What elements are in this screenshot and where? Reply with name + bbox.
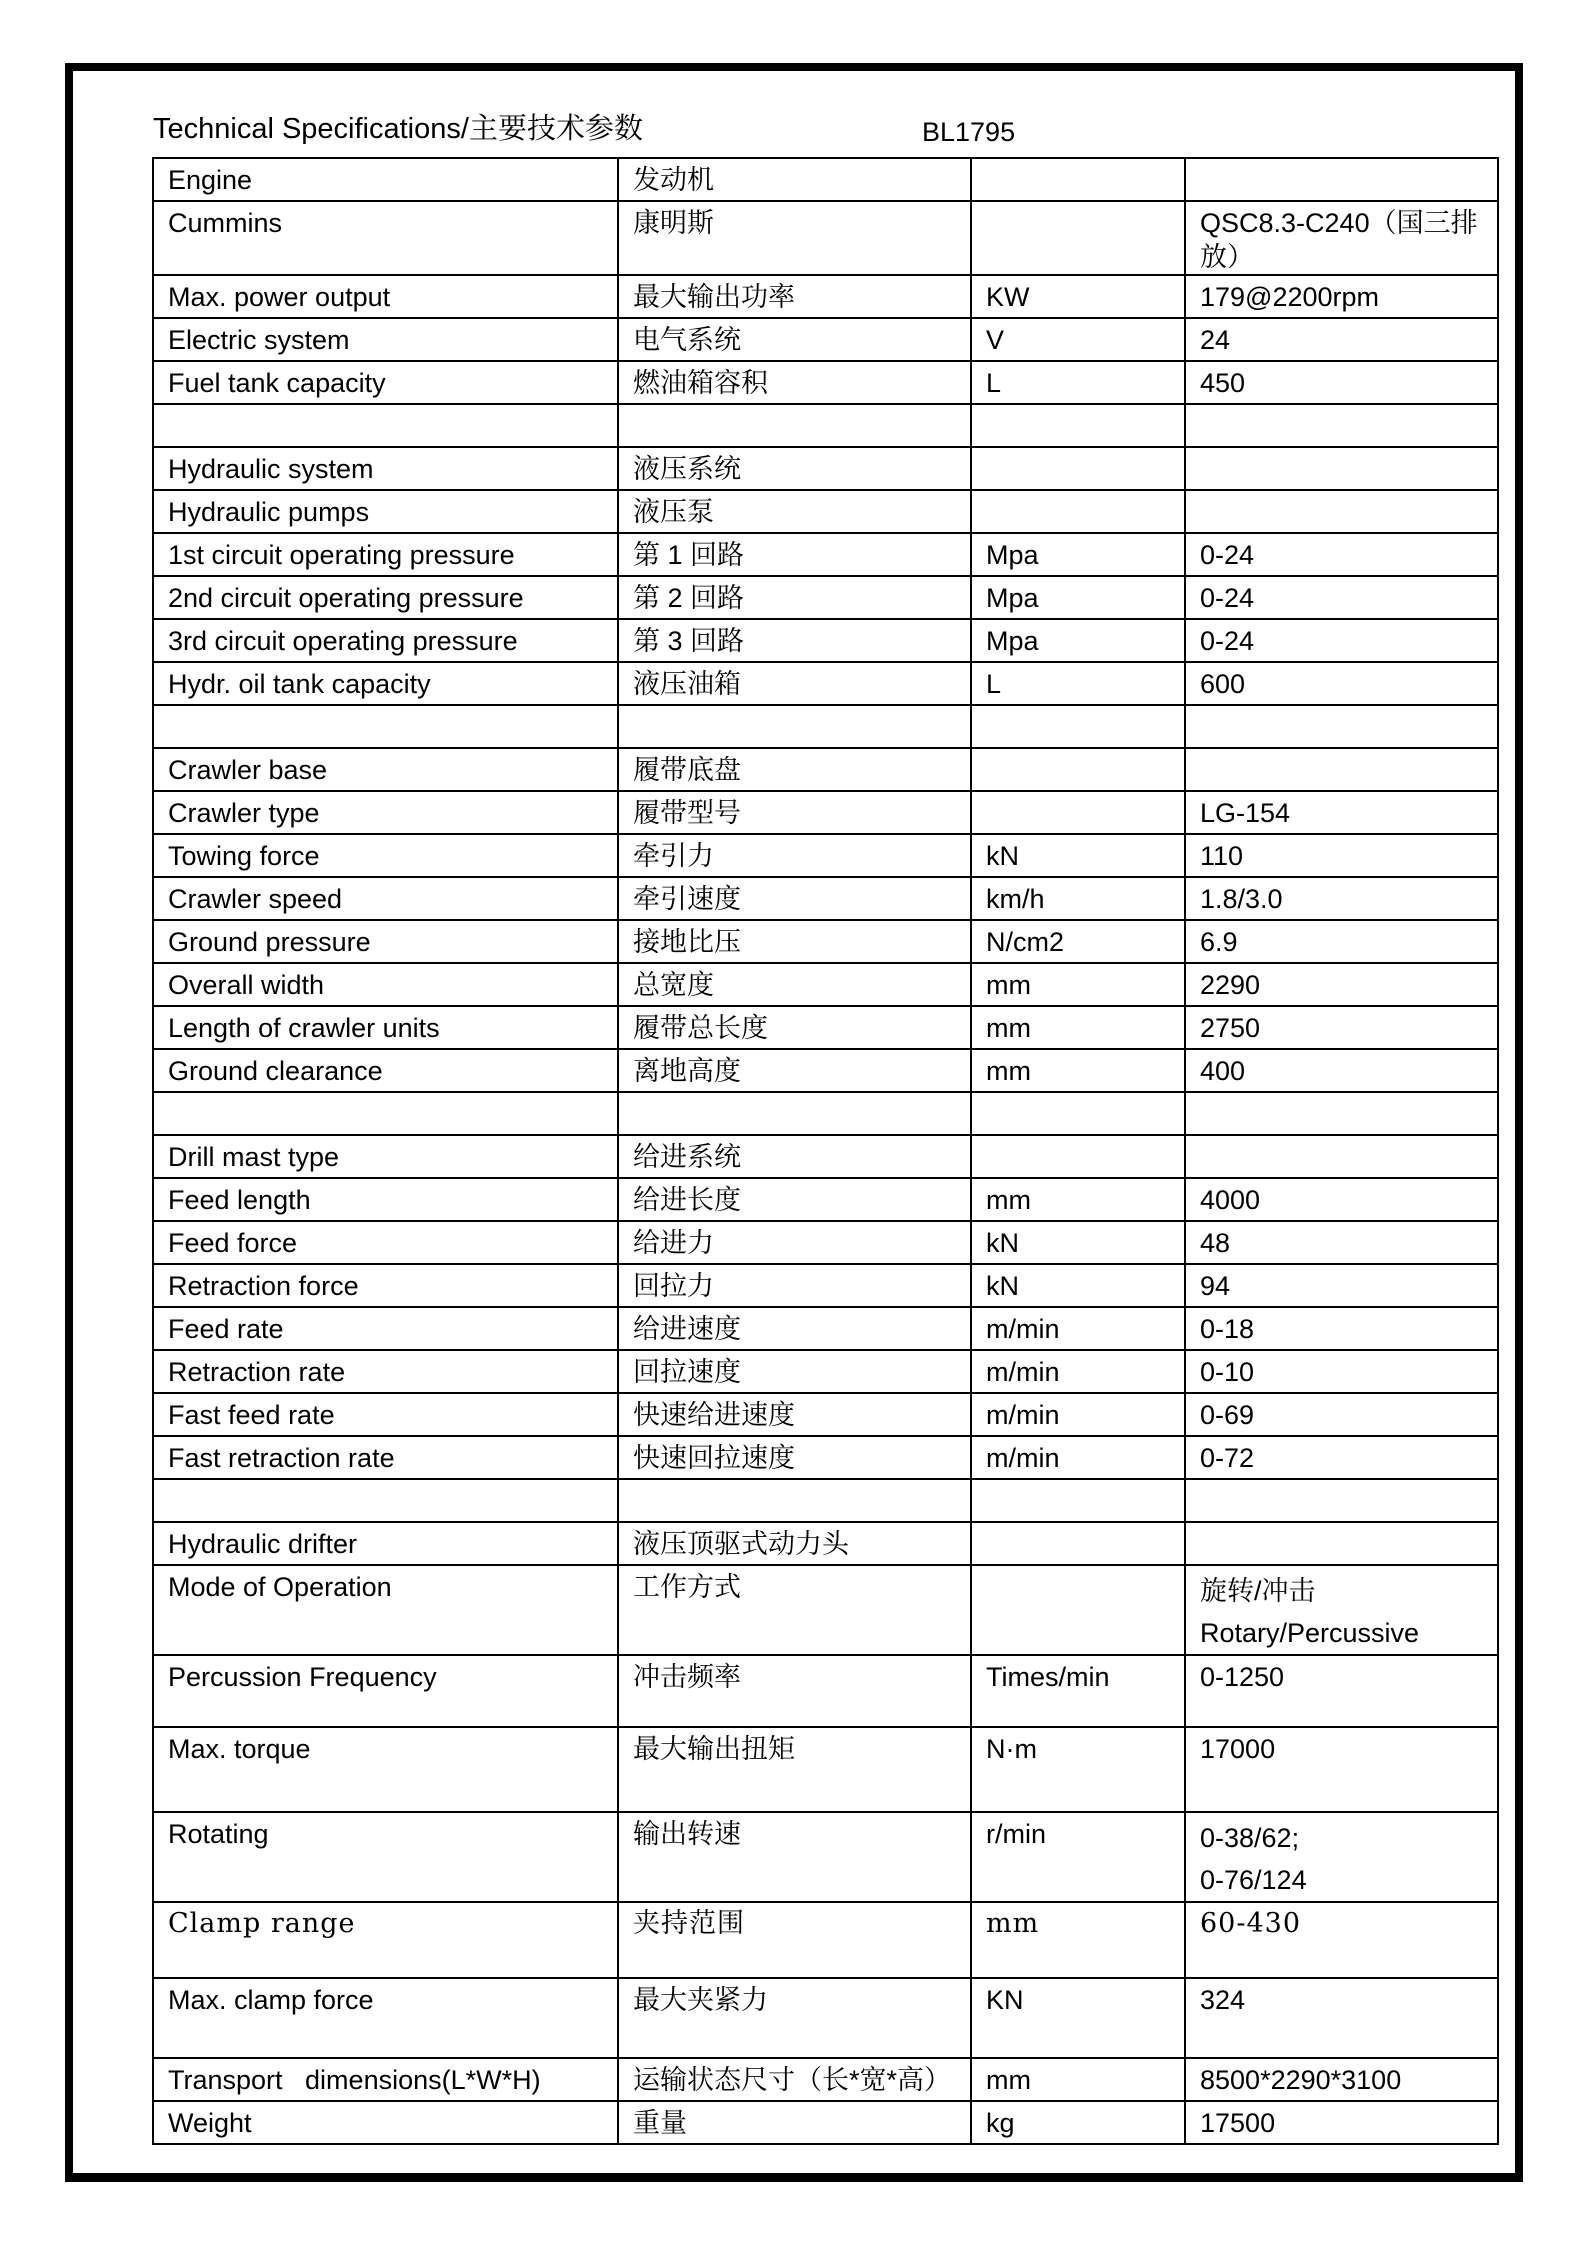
spec-unit <box>971 1135 1185 1178</box>
spec-label-en: Hydraulic pumps <box>153 490 618 533</box>
table-row <box>153 1978 1498 2058</box>
spec-label-cn: 电气系统 <box>618 318 971 361</box>
spec-unit: Mpa <box>971 533 1185 576</box>
spec-label-en: Percussion Frequency <box>153 1655 618 1727</box>
spec-label-en <box>153 1479 618 1522</box>
spec-value: 6.9 <box>1185 920 1498 963</box>
spec-label-cn <box>618 705 971 748</box>
table-row-empty <box>153 1479 1498 1522</box>
spec-value: 0-10 <box>1185 1350 1498 1393</box>
table-row <box>153 1393 1498 1436</box>
spec-label-cn: 总宽度 <box>618 963 971 1006</box>
spec-unit: Times/min <box>971 1655 1185 1727</box>
spec-value: LG-154 <box>1185 791 1498 834</box>
spec-unit: r/min <box>971 1812 1185 1902</box>
spec-unit: mm <box>971 1902 1185 1978</box>
spec-value: 0-18 <box>1185 1307 1498 1350</box>
spec-unit: kN <box>971 1221 1185 1264</box>
spec-label-cn: 第 1 回路 <box>618 533 971 576</box>
spec-unit <box>971 1092 1185 1135</box>
spec-label-cn: 牵引速度 <box>618 877 971 920</box>
spec-label-cn: 牵引力 <box>618 834 971 877</box>
table-row <box>153 1902 1498 1978</box>
table-row <box>153 1565 1498 1655</box>
spec-unit <box>971 490 1185 533</box>
spec-label-cn: 第 3 回路 <box>618 619 971 662</box>
spec-value: 48 <box>1185 1221 1498 1264</box>
table-row <box>153 920 1498 963</box>
spec-value: 17000 <box>1185 1727 1498 1812</box>
spec-label-en: Ground pressure <box>153 920 618 963</box>
spec-value: 4000 <box>1185 1178 1498 1221</box>
spec-label-en: Fast feed rate <box>153 1393 618 1436</box>
spec-value <box>1185 1092 1498 1135</box>
spec-label-cn: 液压泵 <box>618 490 971 533</box>
spec-unit: Mpa <box>971 576 1185 619</box>
spec-label-cn: 最大夹紧力 <box>618 1978 971 2058</box>
spec-unit: kg <box>971 2101 1185 2144</box>
spec-label-cn: 回拉力 <box>618 1264 971 1307</box>
spec-value <box>1185 1522 1498 1565</box>
spec-unit: L <box>971 662 1185 705</box>
spec-label-cn: 液压油箱 <box>618 662 971 705</box>
spec-unit <box>971 447 1185 490</box>
spec-label-en: Max. torque <box>153 1727 618 1812</box>
table-row <box>153 791 1498 834</box>
spec-label-en <box>153 705 618 748</box>
spec-label-en: Feed rate <box>153 1307 618 1350</box>
spec-label-en: Electric system <box>153 318 618 361</box>
spec-value: 8500*2290*3100 <box>1185 2058 1498 2101</box>
spec-label-en: Max. clamp force <box>153 1978 618 2058</box>
spec-unit <box>971 791 1185 834</box>
spec-value: 400 <box>1185 1049 1498 1092</box>
spec-label-en: Mode of Operation <box>153 1565 618 1655</box>
spec-label-cn: 给进长度 <box>618 1178 971 1221</box>
table-row <box>153 318 1498 361</box>
spec-unit: KW <box>971 275 1185 318</box>
spec-unit: kN <box>971 834 1185 877</box>
spec-value-line: 0-76/124 <box>1200 1865 1307 1895</box>
spec-unit <box>971 1479 1185 1522</box>
spec-value: 179@2200rpm <box>1185 275 1498 318</box>
spec-label-en: Length of crawler units <box>153 1006 618 1049</box>
spec-label-cn: 接地比压 <box>618 920 971 963</box>
table-row <box>153 1221 1498 1264</box>
spec-value-line: Rotary/Percussive <box>1200 1618 1420 1648</box>
spec-label-cn: 最大输出扭矩 <box>618 1727 971 1812</box>
spec-unit: V <box>971 318 1185 361</box>
spec-unit: mm <box>971 963 1185 1006</box>
table-row <box>153 1436 1498 1479</box>
spec-unit: kN <box>971 1264 1185 1307</box>
spec-value: 0-69 <box>1185 1393 1498 1436</box>
spec-label-cn <box>618 1092 971 1135</box>
spec-label-en: 1st circuit operating pressure <box>153 533 618 576</box>
page-title: Technical Specifications/主要技术参数 <box>153 113 643 145</box>
spec-label-cn: 履带总长度 <box>618 1006 971 1049</box>
spec-value <box>1185 748 1498 791</box>
spec-unit: m/min <box>971 1307 1185 1350</box>
spec-value-line: 旋转/冲击 <box>1200 1576 1316 1606</box>
table-row <box>153 533 1498 576</box>
spec-label-cn: 履带底盘 <box>618 748 971 791</box>
table-row <box>153 490 1498 533</box>
spec-label-en: Fuel tank capacity <box>153 361 618 404</box>
spec-label-cn <box>618 404 971 447</box>
spec-unit <box>971 1565 1185 1655</box>
spec-label-en <box>153 404 618 447</box>
spec-value <box>1185 447 1498 490</box>
spec-label-cn: 燃油箱容积 <box>618 361 971 404</box>
spec-unit: mm <box>971 1006 1185 1049</box>
spec-label-en: Towing force <box>153 834 618 877</box>
spec-unit: N·m <box>971 1727 1185 1812</box>
table-row <box>153 1307 1498 1350</box>
spec-value: 2750 <box>1185 1006 1498 1049</box>
spec-label-en: Hydr. oil tank capacity <box>153 662 618 705</box>
spec-label-cn: 第 2 回路 <box>618 576 971 619</box>
spec-unit <box>971 201 1185 275</box>
spec-value: 17500 <box>1185 2101 1498 2144</box>
spec-value: 0-72 <box>1185 1436 1498 1479</box>
spec-value <box>1185 1135 1498 1178</box>
table-row <box>153 963 1498 1006</box>
spec-value: 0-24 <box>1185 619 1498 662</box>
spec-label-cn <box>618 1479 971 1522</box>
spec-label-cn: 重量 <box>618 2101 971 2144</box>
table-row <box>153 834 1498 877</box>
spec-unit: KN <box>971 1978 1185 2058</box>
spec-label-en: Engine <box>153 158 618 201</box>
spec-label-en: Retraction force <box>153 1264 618 1307</box>
spec-label-cn: 液压顶驱式动力头 <box>618 1522 971 1565</box>
spec-value <box>1185 1565 1498 1655</box>
spec-label-en: Overall width <box>153 963 618 1006</box>
spec-unit: m/min <box>971 1436 1185 1479</box>
spec-label-cn: 夹持范围 <box>618 1902 971 1978</box>
spec-value: 0-24 <box>1185 576 1498 619</box>
spec-unit <box>971 404 1185 447</box>
spec-label-en: Hydraulic drifter <box>153 1522 618 1565</box>
spec-label-cn: 快速给进速度 <box>618 1393 971 1436</box>
table-row <box>153 275 1498 318</box>
spec-label-en: Transport dimensions(L*W*H) <box>153 2058 618 2101</box>
spec-unit: km/h <box>971 877 1185 920</box>
spec-label-en: 3rd circuit operating pressure <box>153 619 618 662</box>
spec-label-en: Crawler type <box>153 791 618 834</box>
spec-label-en: Crawler speed <box>153 877 618 920</box>
spec-value: 0-24 <box>1185 533 1498 576</box>
spec-label-en: Cummins <box>153 201 618 275</box>
spec-label-cn: 冲击频率 <box>618 1655 971 1727</box>
spec-label-en: Max. power output <box>153 275 618 318</box>
table-row <box>153 1178 1498 1221</box>
spec-label-en: Retraction rate <box>153 1350 618 1393</box>
table-row <box>153 1655 1498 1727</box>
spec-value: 24 <box>1185 318 1498 361</box>
spec-label-en: Rotating <box>153 1812 618 1902</box>
table-row <box>153 1049 1498 1092</box>
table-row <box>153 1135 1498 1178</box>
spec-label-cn: 最大输出功率 <box>618 275 971 318</box>
spec-value: 600 <box>1185 662 1498 705</box>
spec-unit: m/min <box>971 1350 1185 1393</box>
spec-value <box>1185 1812 1498 1902</box>
spec-unit <box>971 705 1185 748</box>
spec-label-cn: 给进速度 <box>618 1307 971 1350</box>
spec-value: 60-430 <box>1185 1902 1498 1978</box>
spec-unit <box>971 158 1185 201</box>
spec-label-cn: 离地高度 <box>618 1049 971 1092</box>
spec-unit: mm <box>971 2058 1185 2101</box>
spec-value <box>1185 705 1498 748</box>
table-row <box>153 158 1498 201</box>
table-row <box>153 619 1498 662</box>
spec-value: 110 <box>1185 834 1498 877</box>
spec-unit: N/cm2 <box>971 920 1185 963</box>
table-row <box>153 1350 1498 1393</box>
table-row <box>153 2101 1498 2144</box>
table-row <box>153 1727 1498 1812</box>
table-row <box>153 1006 1498 1049</box>
spec-unit <box>971 1522 1185 1565</box>
spec-value: QSC8.3-C240（国三排放） <box>1185 201 1498 275</box>
table-row <box>153 201 1498 275</box>
spec-label-cn: 回拉速度 <box>618 1350 971 1393</box>
spec-value: 1.8/3.0 <box>1185 877 1498 920</box>
spec-label-en: Clamp range <box>153 1902 618 1978</box>
spec-value: 94 <box>1185 1264 1498 1307</box>
table-row <box>153 877 1498 920</box>
spec-label-cn: 快速回拉速度 <box>618 1436 971 1479</box>
spec-value: 0-1250 <box>1185 1655 1498 1727</box>
spec-label-en: 2nd circuit operating pressure <box>153 576 618 619</box>
spec-value <box>1185 404 1498 447</box>
table-row-empty <box>153 1092 1498 1135</box>
spec-label-cn: 给进力 <box>618 1221 971 1264</box>
spec-label-en: Hydraulic system <box>153 447 618 490</box>
spec-label-en: Drill mast type <box>153 1135 618 1178</box>
table-row-empty <box>153 404 1498 447</box>
spec-label-cn: 工作方式 <box>618 1565 971 1655</box>
spec-value-line: 0-38/62; <box>1200 1823 1300 1853</box>
table-row-empty <box>153 705 1498 748</box>
table-row <box>153 1264 1498 1307</box>
spec-unit: Mpa <box>971 619 1185 662</box>
spec-label-en: Crawler base <box>153 748 618 791</box>
spec-value: 450 <box>1185 361 1498 404</box>
spec-label-cn: 运输状态尺寸（长*宽*高） <box>618 2058 971 2101</box>
spec-label-en: Fast retraction rate <box>153 1436 618 1479</box>
spec-label-en: Weight <box>153 2101 618 2144</box>
spec-unit: mm <box>971 1049 1185 1092</box>
table-row <box>153 576 1498 619</box>
spec-unit: mm <box>971 1178 1185 1221</box>
spec-label-en <box>153 1092 618 1135</box>
spec-table-body <box>153 158 1498 2144</box>
table-row <box>153 361 1498 404</box>
table-row <box>153 2058 1498 2101</box>
spec-unit <box>971 748 1185 791</box>
spec-value: 324 <box>1185 1978 1498 2058</box>
spec-value <box>1185 490 1498 533</box>
spec-unit: L <box>971 361 1185 404</box>
spec-label-cn: 履带型号 <box>618 791 971 834</box>
spec-label-en: Feed length <box>153 1178 618 1221</box>
spec-label-en: Ground clearance <box>153 1049 618 1092</box>
table-row <box>153 1522 1498 1565</box>
spec-label-cn: 给进系统 <box>618 1135 971 1178</box>
spec-value: 2290 <box>1185 963 1498 1006</box>
spec-unit: m/min <box>971 1393 1185 1436</box>
spec-label-cn: 输出转速 <box>618 1812 971 1902</box>
spec-value <box>1185 1479 1498 1522</box>
spec-label-cn: 发动机 <box>618 158 971 201</box>
table-row <box>153 748 1498 791</box>
spec-label-cn: 液压系统 <box>618 447 971 490</box>
table-row <box>153 447 1498 490</box>
model-number: BL1795 <box>922 117 1016 147</box>
spec-label-cn: 康明斯 <box>618 201 971 275</box>
table-row <box>153 1812 1498 1902</box>
spec-table <box>152 157 1499 2145</box>
spec-label-en: Feed force <box>153 1221 618 1264</box>
spec-value <box>1185 158 1498 201</box>
table-row <box>153 662 1498 705</box>
